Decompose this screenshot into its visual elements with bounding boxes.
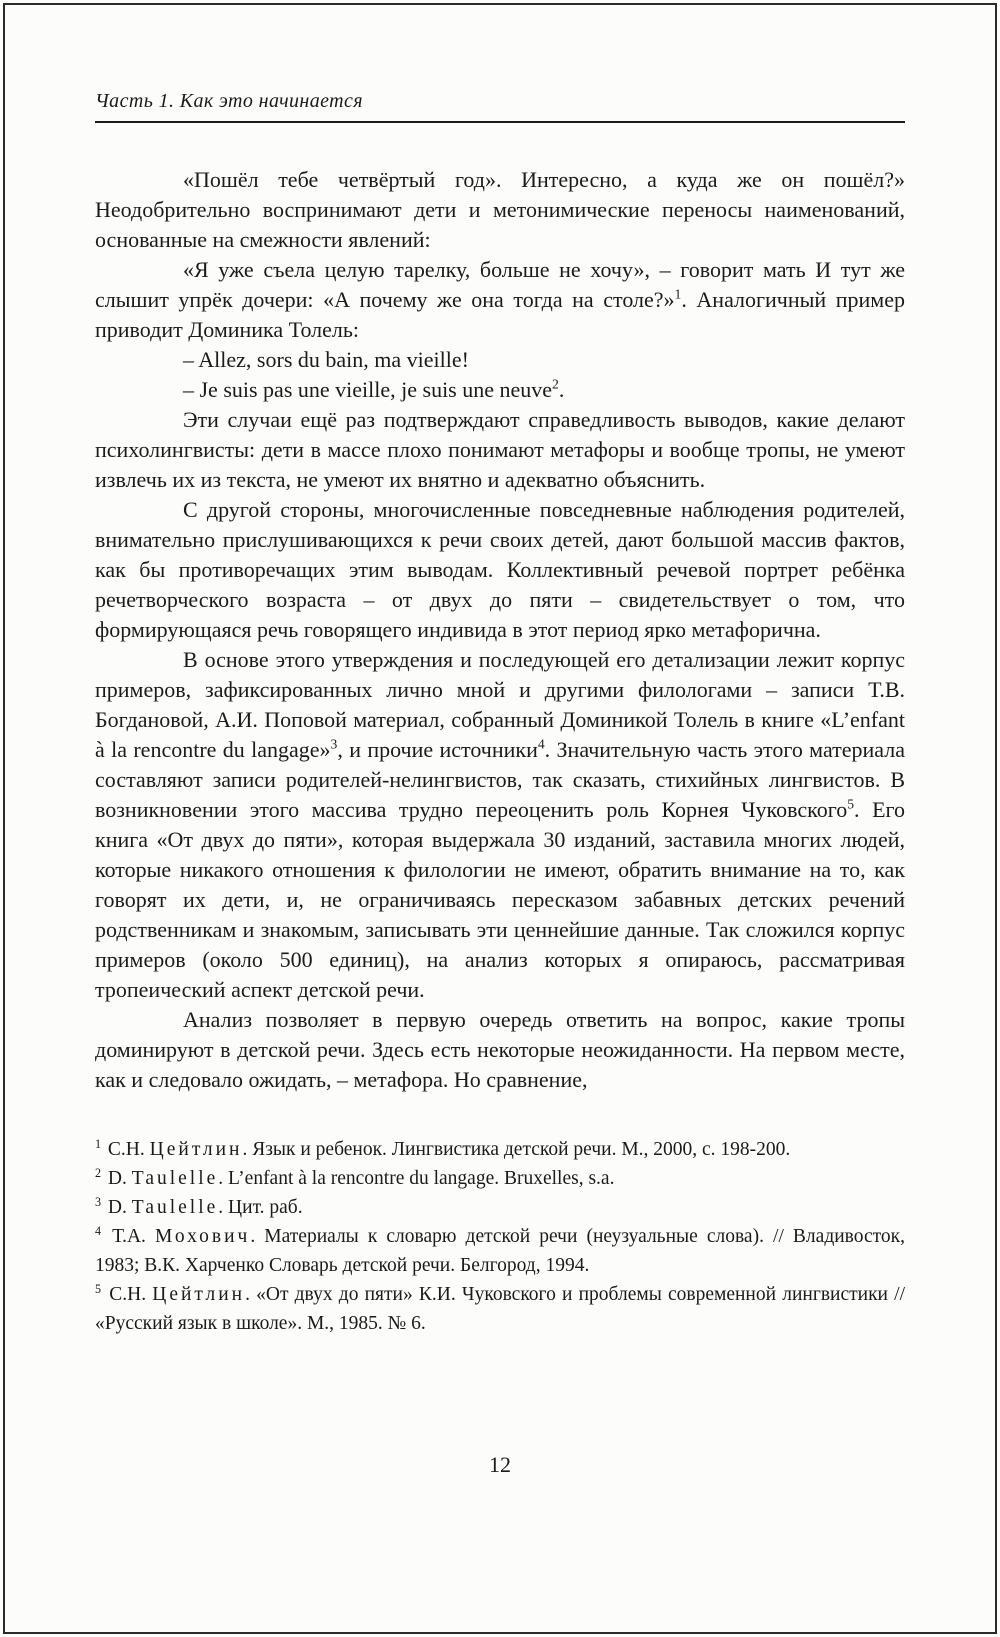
footnote-reference: 4 [537, 736, 545, 752]
dialogue-line: – Allez, sors du bain, ma vieille! [183, 347, 469, 372]
running-header: Часть 1. Как это начинается [95, 90, 363, 112]
author-name: Цейтлин [152, 1284, 246, 1305]
author-name: Мохович [155, 1226, 251, 1247]
paragraph: С другой стороны, многочисленные повседневные наблюдения родителей, внимательно прислушивающихся к речи своих детей, дают большой массив фактов, как бы противоречащих этим выводам. Коллективный речевой портрет ребёнка речетворческого возраста – от двух до пяти – свидетельствует о том, что формирующаяся речь говорящего индивида в этот период ярко метафорична. [95, 497, 905, 642]
footnote: $^5$ С.Н. Цейтлин. «От двух до пяти» К.И. Чуковского и проблемы современной лингвистики // «Русский язык в школе». М., 1985. № 6. [95, 1281, 905, 1334]
paragraph: «Пошёл тебе четвёртый год». Интересно, а куда же он пошёл?» Неодобрительно воспринимают дети и метонимические переносы наименований, основанные на смежности явлений: [95, 167, 905, 252]
footnote: $^1$ С.Н. Цейтлин. Язык и ребенок. Лингвистика детской речи. М., 2000, с. 198-200. [95, 1136, 791, 1160]
footnote-marker: 2 [95, 1165, 102, 1180]
body-text [95, 165, 905, 1095]
dialogue-line: – Je suis pas une vieille, je suis une neuve$^2$. [183, 376, 565, 402]
paragraph: «Я уже съела целую тарелку, больше не хочу», – говорит мать И тут же слышит упрёк дочери: «А почему же она тогда на столе?»$^1$. Аналогичный пример приводит Доминика Толель: [95, 257, 905, 342]
paragraph: Эти случаи ещё раз подтверждают справедливость выводов, какие делают психолингвисты: дети в массе плохо понимают метафоры и вообще тропы, не умеют извлечь их из текста, не умеют их внятно и адекватно объяснить. [95, 407, 905, 492]
footnote: $^2$ D. Taulelle. L’enfant à la rencontre du langage. Bruxelles, s.a. [95, 1165, 615, 1189]
page-number: 12 [489, 1452, 511, 1477]
footnote-reference: 3 [330, 736, 338, 752]
footnote-marker: 1 [95, 1136, 102, 1151]
footnote-reference: 1 [674, 286, 682, 302]
footnote-marker: 4 [95, 1223, 102, 1238]
paragraph: В основе этого утверждения и последующей его детализации лежит корпус примеров, зафиксированных лично мной и другими филологами – записи Т.В. Богдановой, А.И. Поповой материал, собранный Доминикой Толель в книге «L’enfant à la rencontre du langage»$^3$, и прочие источники$^4$. Значительную часть этого материала составляют записи родителей-нелингвистов, так сказать, стихийных лингвистов. В возникновении этого массива трудно переоценить роль Корнея Чуковского$^5$. Его книга «От двух до пяти», которая выдержала 30 изданий, заставила многих людей, которые никакого отношения к филологии не имеют, обратить внимание на то, как говорят их дети, и, не ограничиваясь пересказом забавных детских речений родственникам и знакомым, записывать эти ценнейшие данные. Так сложился корпус примеров (около 500 единиц), на анализ которых я опираюсь, рассматривая тропеический аспект детской речи. [95, 647, 906, 1002]
footnote-reference: 2 [552, 376, 559, 392]
footnote-marker: 3 [95, 1194, 102, 1209]
header-rule [95, 121, 905, 123]
footnote: $^4$ Т.А. Мохович. Материалы к словарю детской речи (неузуальные слова). // Владивосток, 1983; В.К. Харченко Словарь детской речи. Белгород, 1994. [95, 1223, 906, 1276]
page-content [95, 0, 905, 1338]
footnotes [95, 1135, 905, 1338]
author-name: Taulelle [131, 1168, 219, 1189]
author-name: Taulelle [131, 1197, 219, 1218]
author-name: Цейтлин [149, 1139, 243, 1160]
footnote: $^3$ D. Taulelle. Цит. раб. [95, 1194, 303, 1218]
paragraph: Анализ позволяет в первую очередь ответить на вопрос, какие тропы доминируют в детской речи. Здесь есть некоторые неожиданности. На первом месте, как и следовало ожидать, – метафора. Но сравнение, [95, 1007, 905, 1092]
footnote-marker: 5 [95, 1281, 102, 1296]
footnote-reference: 5 [847, 796, 855, 812]
